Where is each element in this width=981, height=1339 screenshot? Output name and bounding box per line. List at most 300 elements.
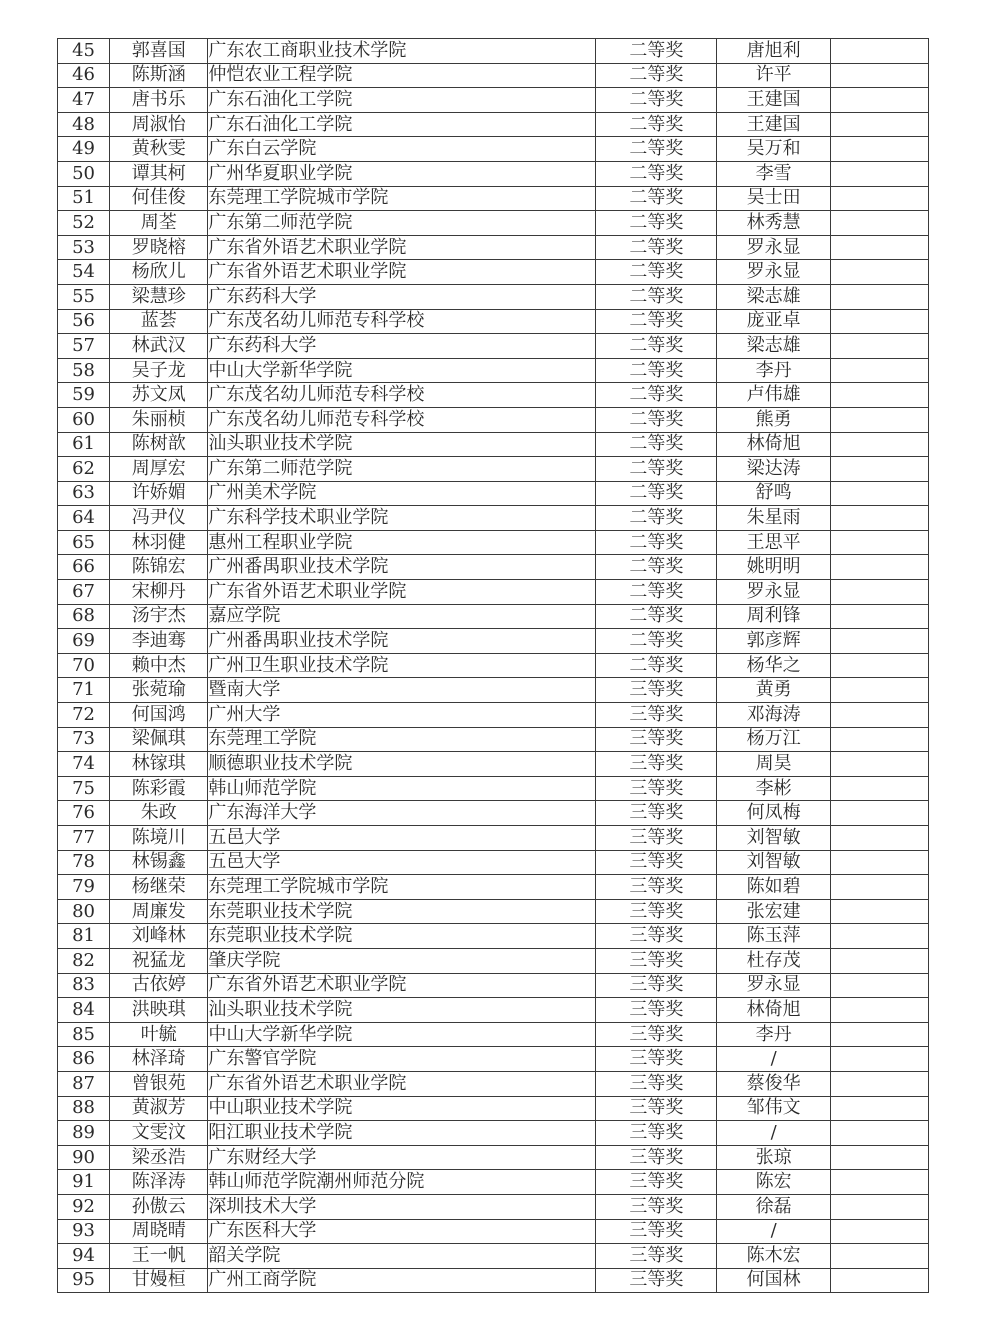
row-number: 49	[58, 137, 110, 162]
table-row	[58, 653, 929, 678]
advisor-name: 王建国	[717, 88, 830, 113]
advisor-name: 罗永显	[717, 580, 830, 605]
student-name: 陈境川	[110, 826, 208, 851]
notes-cell	[830, 1268, 928, 1293]
student-name: 何佳俊	[110, 186, 208, 211]
row-number: 63	[58, 481, 110, 506]
school-name: 广东省外语艺术职业学院	[208, 1071, 596, 1096]
award-level: 三等奖	[596, 875, 717, 900]
advisor-name: 林倚旭	[717, 998, 830, 1023]
award-level: 二等奖	[596, 457, 717, 482]
table-row	[58, 1047, 929, 1072]
student-name: 冯尹仪	[110, 506, 208, 531]
table-row	[58, 383, 929, 408]
advisor-name: 舒鸣	[717, 481, 830, 506]
notes-cell	[830, 998, 928, 1023]
award-level: 三等奖	[596, 948, 717, 973]
notes-cell	[830, 653, 928, 678]
award-level: 三等奖	[596, 899, 717, 924]
notes-cell	[830, 186, 928, 211]
advisor-name: 周昊	[717, 752, 830, 777]
student-name: 林镓琪	[110, 752, 208, 777]
advisor-name: 罗永显	[717, 260, 830, 285]
notes-cell	[830, 899, 928, 924]
table-row	[58, 309, 929, 334]
student-name: 张菀瑜	[110, 678, 208, 703]
award-level: 三等奖	[596, 1121, 717, 1146]
advisor-name: 杨万江	[717, 727, 830, 752]
student-name: 陈泽涛	[110, 1170, 208, 1195]
student-name: 祝猛龙	[110, 948, 208, 973]
notes-cell	[830, 703, 928, 728]
notes-cell	[830, 973, 928, 998]
advisor-name: 庞亚卓	[717, 309, 830, 334]
award-level: 二等奖	[596, 137, 717, 162]
table-row	[58, 1219, 929, 1244]
table-row	[58, 137, 929, 162]
award-level: 三等奖	[596, 1145, 717, 1170]
school-name: 广东农工商职业技术学院	[208, 39, 596, 64]
advisor-name: 林倚旭	[717, 432, 830, 457]
notes-cell	[830, 850, 928, 875]
row-number: 71	[58, 678, 110, 703]
advisor-name: 许平	[717, 63, 830, 88]
row-number: 78	[58, 850, 110, 875]
school-name: 广东茂名幼儿师范专科学校	[208, 309, 596, 334]
table-row	[58, 1145, 929, 1170]
table-row	[58, 39, 929, 64]
school-name: 广东白云学院	[208, 137, 596, 162]
student-name: 王一帆	[110, 1244, 208, 1269]
row-number: 75	[58, 776, 110, 801]
row-number: 73	[58, 727, 110, 752]
table-row	[58, 899, 929, 924]
advisor-name: 王建国	[717, 112, 830, 137]
table-row	[58, 826, 929, 851]
table-row	[58, 1170, 929, 1195]
school-name: 广东省外语艺术职业学院	[208, 260, 596, 285]
row-number: 72	[58, 703, 110, 728]
notes-cell	[830, 211, 928, 236]
award-level: 二等奖	[596, 383, 717, 408]
advisor-name: 林秀慧	[717, 211, 830, 236]
student-name: 林泽琦	[110, 1047, 208, 1072]
award-level: 三等奖	[596, 1096, 717, 1121]
award-level: 三等奖	[596, 973, 717, 998]
student-name: 甘嫚桓	[110, 1268, 208, 1293]
school-name: 广东省外语艺术职业学院	[208, 580, 596, 605]
student-name: 曾银苑	[110, 1071, 208, 1096]
notes-cell	[830, 137, 928, 162]
student-name: 许娇媚	[110, 481, 208, 506]
row-number: 94	[58, 1244, 110, 1269]
notes-cell	[830, 1022, 928, 1047]
student-name: 梁丞浩	[110, 1145, 208, 1170]
student-name: 唐书乐	[110, 88, 208, 113]
advisor-name: 何国林	[717, 1268, 830, 1293]
notes-cell	[830, 457, 928, 482]
school-name: 顺德职业技术学院	[208, 752, 596, 777]
award-level: 二等奖	[596, 309, 717, 334]
school-name: 广州工商学院	[208, 1268, 596, 1293]
school-name: 广州大学	[208, 703, 596, 728]
row-number: 55	[58, 284, 110, 309]
school-name: 东莞理工学院城市学院	[208, 186, 596, 211]
school-name: 暨南大学	[208, 678, 596, 703]
advisor-name: 吴士田	[717, 186, 830, 211]
award-level: 二等奖	[596, 481, 717, 506]
row-number: 85	[58, 1022, 110, 1047]
advisor-name: 姚明明	[717, 555, 830, 580]
award-level: 三等奖	[596, 1194, 717, 1219]
school-name: 广州卫生职业技术学院	[208, 653, 596, 678]
notes-cell	[830, 161, 928, 186]
student-name: 汤宇杰	[110, 604, 208, 629]
row-number: 92	[58, 1194, 110, 1219]
row-number: 70	[58, 653, 110, 678]
row-number: 51	[58, 186, 110, 211]
school-name: 五邑大学	[208, 850, 596, 875]
notes-cell	[830, 1244, 928, 1269]
school-name: 中山大学新华学院	[208, 358, 596, 383]
table-row	[58, 1121, 929, 1146]
row-number: 69	[58, 629, 110, 654]
advisor-name: 唐旭利	[717, 39, 830, 64]
award-level: 三等奖	[596, 1244, 717, 1269]
school-name: 东莞职业技术学院	[208, 899, 596, 924]
notes-cell	[830, 334, 928, 359]
school-name: 广东第二师范学院	[208, 211, 596, 236]
notes-cell	[830, 580, 928, 605]
row-number: 47	[58, 88, 110, 113]
notes-cell	[830, 826, 928, 851]
student-name: 苏文凤	[110, 383, 208, 408]
student-name: 古依婷	[110, 973, 208, 998]
school-name: 阳江职业技术学院	[208, 1121, 596, 1146]
notes-cell	[830, 924, 928, 949]
award-level: 三等奖	[596, 727, 717, 752]
table-row	[58, 260, 929, 285]
table-row	[58, 727, 929, 752]
notes-cell	[830, 629, 928, 654]
school-name: 广东第二师范学院	[208, 457, 596, 482]
school-name: 广东省外语艺术职业学院	[208, 973, 596, 998]
student-name: 周厚宏	[110, 457, 208, 482]
advisor-name: 蔡俊华	[717, 1071, 830, 1096]
row-number: 95	[58, 1268, 110, 1293]
student-name: 陈锦宏	[110, 555, 208, 580]
advisor-name: 李丹	[717, 1022, 830, 1047]
school-name: 广东省外语艺术职业学院	[208, 235, 596, 260]
notes-cell	[830, 1071, 928, 1096]
school-name: 广东警官学院	[208, 1047, 596, 1072]
award-level: 二等奖	[596, 604, 717, 629]
school-name: 广东医科大学	[208, 1219, 596, 1244]
notes-cell	[830, 875, 928, 900]
advisor-name: 王思平	[717, 530, 830, 555]
award-level: 三等奖	[596, 1170, 717, 1195]
advisor-name: 郭彦辉	[717, 629, 830, 654]
school-name: 中山职业技术学院	[208, 1096, 596, 1121]
student-name: 朱丽桢	[110, 407, 208, 432]
table-row	[58, 850, 929, 875]
student-name: 林武汉	[110, 334, 208, 359]
student-name: 孙傲云	[110, 1194, 208, 1219]
award-level: 三等奖	[596, 924, 717, 949]
school-name: 广东药科大学	[208, 284, 596, 309]
advisor-name: /	[717, 1219, 830, 1244]
school-name: 广东茂名幼儿师范专科学校	[208, 383, 596, 408]
student-name: 梁佩琪	[110, 727, 208, 752]
student-name: 朱政	[110, 801, 208, 826]
table-row	[58, 530, 929, 555]
school-name: 广东科学技术职业学院	[208, 506, 596, 531]
award-level: 二等奖	[596, 260, 717, 285]
table-row	[58, 604, 929, 629]
school-name: 五邑大学	[208, 826, 596, 851]
award-level: 二等奖	[596, 284, 717, 309]
award-level: 二等奖	[596, 506, 717, 531]
school-name: 东莞理工学院城市学院	[208, 875, 596, 900]
school-name: 嘉应学院	[208, 604, 596, 629]
advisor-name: 周利锋	[717, 604, 830, 629]
table-row	[58, 948, 929, 973]
school-name: 广东海洋大学	[208, 801, 596, 826]
notes-cell	[830, 530, 928, 555]
row-number: 84	[58, 998, 110, 1023]
notes-cell	[830, 1194, 928, 1219]
award-level: 二等奖	[596, 186, 717, 211]
advisor-name: 刘智敏	[717, 850, 830, 875]
advisor-name: 徐磊	[717, 1194, 830, 1219]
advisor-name: 陈如碧	[717, 875, 830, 900]
row-number: 89	[58, 1121, 110, 1146]
school-name: 广州华夏职业学院	[208, 161, 596, 186]
advisor-name: 陈玉萍	[717, 924, 830, 949]
table-row	[58, 703, 929, 728]
notes-cell	[830, 235, 928, 260]
advisor-name: 卢伟雄	[717, 383, 830, 408]
advisor-name: 李彬	[717, 776, 830, 801]
award-level: 二等奖	[596, 629, 717, 654]
row-number: 83	[58, 973, 110, 998]
row-number: 45	[58, 39, 110, 64]
table-row	[58, 875, 929, 900]
table-row	[58, 973, 929, 998]
table-row	[58, 1071, 929, 1096]
student-name: 林羽健	[110, 530, 208, 555]
student-name: 黄淑芳	[110, 1096, 208, 1121]
table-row	[58, 752, 929, 777]
row-number: 79	[58, 875, 110, 900]
award-level: 三等奖	[596, 776, 717, 801]
table-row	[58, 1244, 929, 1269]
row-number: 74	[58, 752, 110, 777]
row-number: 54	[58, 260, 110, 285]
row-number: 76	[58, 801, 110, 826]
row-number: 46	[58, 63, 110, 88]
advisor-name: 邓海涛	[717, 703, 830, 728]
award-level: 二等奖	[596, 358, 717, 383]
notes-cell	[830, 383, 928, 408]
notes-cell	[830, 260, 928, 285]
table-row	[58, 211, 929, 236]
student-name: 黄秋雯	[110, 137, 208, 162]
notes-cell	[830, 1219, 928, 1244]
table-row	[58, 112, 929, 137]
row-number: 48	[58, 112, 110, 137]
row-number: 58	[58, 358, 110, 383]
notes-cell	[830, 63, 928, 88]
award-level: 二等奖	[596, 112, 717, 137]
notes-cell	[830, 678, 928, 703]
notes-cell	[830, 309, 928, 334]
award-level: 二等奖	[596, 407, 717, 432]
award-level: 二等奖	[596, 161, 717, 186]
award-level: 二等奖	[596, 653, 717, 678]
advisor-name: 李丹	[717, 358, 830, 383]
award-level: 三等奖	[596, 703, 717, 728]
student-name: 蓝荟	[110, 309, 208, 334]
school-name: 韶关学院	[208, 1244, 596, 1269]
table-row	[58, 924, 929, 949]
table-row	[58, 457, 929, 482]
table-row	[58, 776, 929, 801]
student-name: 梁慧珍	[110, 284, 208, 309]
award-level: 三等奖	[596, 1047, 717, 1072]
award-level: 三等奖	[596, 1071, 717, 1096]
notes-cell	[830, 39, 928, 64]
notes-cell	[830, 481, 928, 506]
award-level: 三等奖	[596, 1268, 717, 1293]
row-number: 80	[58, 899, 110, 924]
advisor-name: /	[717, 1121, 830, 1146]
table-row	[58, 432, 929, 457]
row-number: 59	[58, 383, 110, 408]
award-level: 二等奖	[596, 334, 717, 359]
row-number: 67	[58, 580, 110, 605]
row-number: 87	[58, 1071, 110, 1096]
school-name: 广东石油化工学院	[208, 112, 596, 137]
student-name: 何国鸿	[110, 703, 208, 728]
notes-cell	[830, 776, 928, 801]
row-number: 60	[58, 407, 110, 432]
row-number: 56	[58, 309, 110, 334]
award-level: 三等奖	[596, 1219, 717, 1244]
school-name: 东莞职业技术学院	[208, 924, 596, 949]
awards-table-body	[58, 39, 929, 1293]
student-name: 周晓晴	[110, 1219, 208, 1244]
advisor-name: 邹伟文	[717, 1096, 830, 1121]
advisor-name: 李雪	[717, 161, 830, 186]
advisor-name: 梁志雄	[717, 334, 830, 359]
notes-cell	[830, 1047, 928, 1072]
notes-cell	[830, 1145, 928, 1170]
award-level: 二等奖	[596, 63, 717, 88]
notes-cell	[830, 112, 928, 137]
notes-cell	[830, 88, 928, 113]
award-level: 二等奖	[596, 211, 717, 236]
row-number: 66	[58, 555, 110, 580]
row-number: 86	[58, 1047, 110, 1072]
advisor-name: 陈宏	[717, 1170, 830, 1195]
school-name: 仲恺农业工程学院	[208, 63, 596, 88]
row-number: 93	[58, 1219, 110, 1244]
advisor-name: 熊勇	[717, 407, 830, 432]
award-level: 二等奖	[596, 432, 717, 457]
award-level: 三等奖	[596, 1022, 717, 1047]
notes-cell	[830, 727, 928, 752]
advisor-name: 刘智敏	[717, 826, 830, 851]
student-name: 杨继荣	[110, 875, 208, 900]
student-name: 李迪骞	[110, 629, 208, 654]
school-name: 汕头职业技术学院	[208, 432, 596, 457]
row-number: 81	[58, 924, 110, 949]
school-name: 广东财经大学	[208, 1145, 596, 1170]
student-name: 叶毓	[110, 1022, 208, 1047]
student-name: 刘峰林	[110, 924, 208, 949]
advisor-name: 梁达涛	[717, 457, 830, 482]
notes-cell	[830, 506, 928, 531]
advisor-name: 罗永显	[717, 235, 830, 260]
student-name: 赖中杰	[110, 653, 208, 678]
advisor-name: 张宏建	[717, 899, 830, 924]
row-number: 53	[58, 235, 110, 260]
notes-cell	[830, 407, 928, 432]
student-name: 吴子龙	[110, 358, 208, 383]
table-row	[58, 998, 929, 1023]
award-level: 三等奖	[596, 850, 717, 875]
notes-cell	[830, 1096, 928, 1121]
advisor-name: 何凤梅	[717, 801, 830, 826]
table-row	[58, 88, 929, 113]
advisor-name: 朱星雨	[717, 506, 830, 531]
row-number: 64	[58, 506, 110, 531]
student-name: 罗晓榕	[110, 235, 208, 260]
table-row	[58, 1194, 929, 1219]
student-name: 陈彩霞	[110, 776, 208, 801]
notes-cell	[830, 555, 928, 580]
student-name: 陈树歆	[110, 432, 208, 457]
school-name: 惠州工程职业学院	[208, 530, 596, 555]
table-row	[58, 481, 929, 506]
table-row	[58, 580, 929, 605]
table-row	[58, 801, 929, 826]
advisor-name: 张琼	[717, 1145, 830, 1170]
row-number: 77	[58, 826, 110, 851]
notes-cell	[830, 801, 928, 826]
award-level: 三等奖	[596, 678, 717, 703]
school-name: 广东茂名幼儿师范专科学校	[208, 407, 596, 432]
notes-cell	[830, 948, 928, 973]
row-number: 62	[58, 457, 110, 482]
table-row	[58, 506, 929, 531]
row-number: 91	[58, 1170, 110, 1195]
row-number: 50	[58, 161, 110, 186]
award-level: 二等奖	[596, 530, 717, 555]
school-name: 汕头职业技术学院	[208, 998, 596, 1023]
school-name: 中山大学新华学院	[208, 1022, 596, 1047]
student-name: 杨欣儿	[110, 260, 208, 285]
table-row	[58, 63, 929, 88]
school-name: 广东药科大学	[208, 334, 596, 359]
advisor-name: 陈木宏	[717, 1244, 830, 1269]
table-row	[58, 1268, 929, 1293]
table-row	[58, 1022, 929, 1047]
school-name: 深圳技术大学	[208, 1194, 596, 1219]
table-row	[58, 186, 929, 211]
row-number: 61	[58, 432, 110, 457]
